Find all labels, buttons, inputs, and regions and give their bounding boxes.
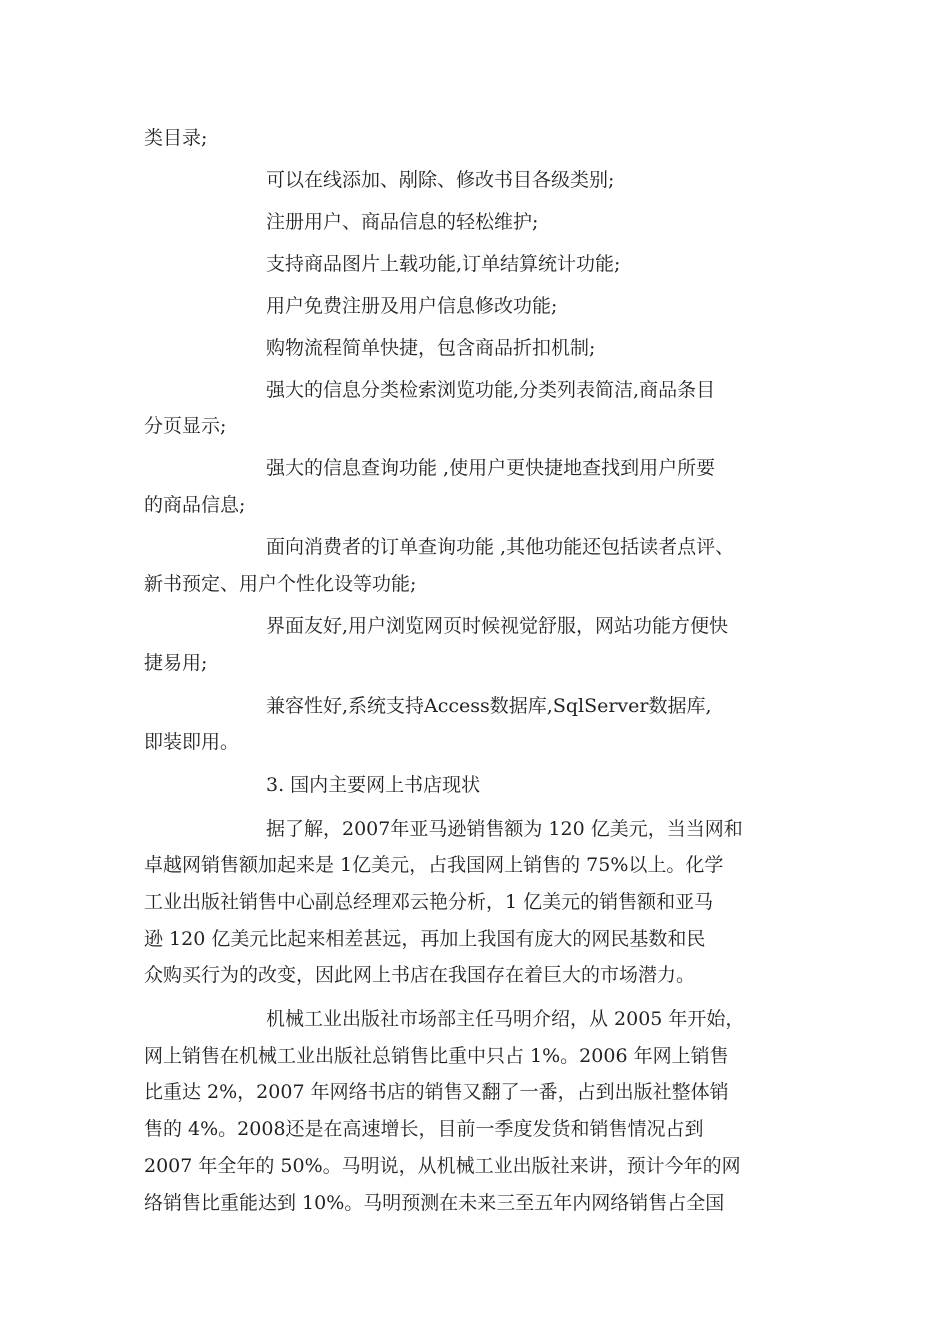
text-line: 注册用户、商品信息的轻松维护; xyxy=(266,211,539,233)
text-line: 分页显示; xyxy=(144,415,227,437)
text-line: 众购买行为的改变，因此网上书店在我国存在着巨大的市场潜力。 xyxy=(144,964,696,986)
text-line: 面向消费者的订单查询功能 ,其他功能还包括读者点评、 xyxy=(266,536,735,558)
text-line: 据了解，2007年亚马逊销售额为 120 亿美元，当当网和 xyxy=(266,818,743,840)
text-line: 强大的信息查询功能 ,使用户更快捷地查找到用户所要 xyxy=(266,457,716,479)
text-line: 购物流程简单快捷，包含商品折扣机制; xyxy=(266,337,596,359)
text-line: 新书预定、用户个性化设等功能; xyxy=(144,573,417,595)
text-line: 网上销售在机械工业出版社总销售比重中只占 1%。2006 年网上销售 xyxy=(144,1045,729,1067)
text-line: 络销售比重能达到 10%。马明预测在未来三至五年内网络销售占全国 xyxy=(144,1192,725,1214)
text-line: 3. 国内主要网上书店现状 xyxy=(266,774,481,796)
text-line: 类目录; xyxy=(144,127,208,149)
text-line: 的商品信息; xyxy=(144,494,246,516)
text-line: 机械工业出版社市场部主任马明介绍，从 2005 年开始， xyxy=(266,1008,745,1030)
text-line: 兼容性好,系统支持Access数据库,SqlServer数据库, xyxy=(266,695,712,717)
text-line: 2007 年全年的 50%。马明说，从机械工业出版社来讲，预计今年的网 xyxy=(144,1155,741,1177)
text-line: 逊 120 亿美元比起来相差甚远，再加上我国有庞大的网民基数和民 xyxy=(144,928,706,950)
text-line: 即装即用。 xyxy=(144,731,240,753)
text-line: 用户免费注册及用户信息修改功能; xyxy=(266,295,558,317)
text-line: 可以在线添加、剐除、修改书目各级类别; xyxy=(266,169,615,191)
text-line: 工业出版社销售中心副总经理邓云艳分析，1 亿美元的销售额和亚马 xyxy=(144,891,714,913)
text-line: 售的 4%。2008还是在高速增长，目前一季度发货和销售情况占到 xyxy=(144,1118,704,1140)
text-line: 界面友好,用户浏览网页时候视觉舒服，网站功能方便快 xyxy=(266,615,729,637)
text-line: 强大的信息分类检索浏览功能,分类列表简洁,商品条目 xyxy=(266,379,716,401)
text-line: 支持商品图片上载功能,订单结算统计功能; xyxy=(266,253,621,275)
text-line: 捷易用; xyxy=(144,652,208,674)
text-line: 卓越网销售额加起来是 1亿美元，占我国网上销售的 75%以上。化学 xyxy=(144,854,724,876)
text-line: 比重达 2%，2007 年网络书店的销售又翻了一番，占到出版社整体销 xyxy=(144,1081,729,1103)
